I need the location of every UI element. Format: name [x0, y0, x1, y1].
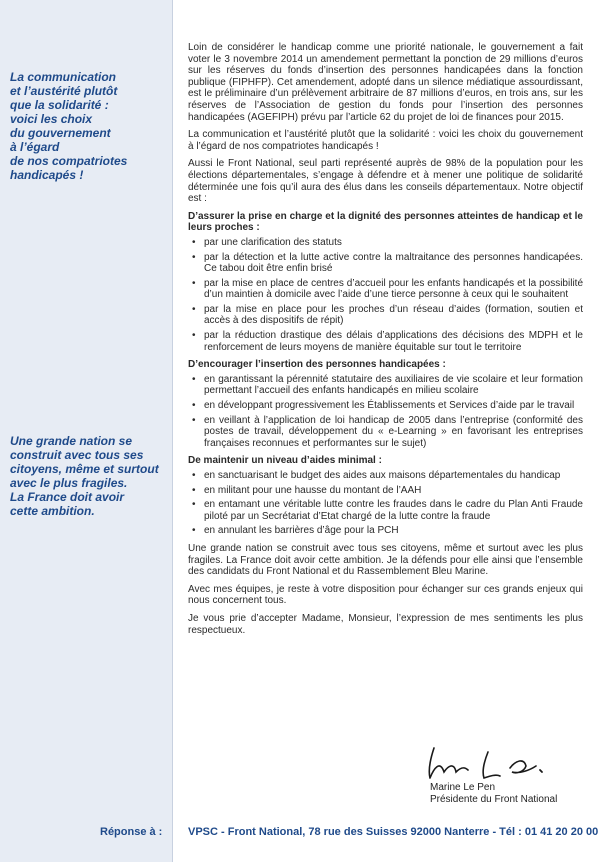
list-item: [188, 525, 583, 537]
list-item: [188, 485, 583, 497]
bullet-icon: •: [192, 400, 196, 412]
pull-quote-line: La France doit avoir: [10, 490, 125, 504]
paragraph-communication: La communication et l’austérité plutôt que la solidarité : voici les choix du gouvernement à l’égard de nos compatriotes handicapés !: [188, 129, 583, 152]
signature-icon: [404, 738, 584, 786]
list-item-text: par une clarification des statuts: [204, 236, 342, 248]
list-item: [188, 252, 583, 275]
signer-block: [430, 782, 557, 806]
list-item-text: par la mise en place de centres d’accueil pour les enfants handicapés et la possibilité d’un maintien à domicile avec l’aide d’une tierce personne à ceux qui le souhaitent: [204, 277, 583, 301]
pull-quote-line: citoyens, même et surtout: [10, 462, 159, 476]
bullet-icon: •: [192, 373, 196, 385]
footer-address: VPSC - Front National, 78 rue des Suisses 92000 Nanterre - Tél : 01 41 20 20 00: [188, 826, 599, 838]
footer-label: Réponse à :: [100, 826, 163, 838]
bullet-icon: •: [192, 499, 196, 511]
list-item-text: en militant pour une hausse du montant de l’AAH: [204, 484, 422, 496]
pull-quote-line: La communication: [10, 70, 117, 84]
pull-quote-line: que la solidarité :: [10, 98, 109, 112]
bullet-icon: •: [192, 484, 196, 496]
pull-quote-line: handicapés !: [10, 168, 84, 182]
paragraph-availability: Avec mes équipes, je reste à votre disposition pour échanger sur ces grands enjeux qui nous concernent tous.: [188, 583, 583, 607]
list-item: [188, 400, 583, 412]
pull-quote-line: construit avec tous ses: [10, 448, 144, 462]
list-item-text: en veillant à l’application de loi handicap de 2005 dans l’entreprise (conformité des postes de travail, développement du « e-Learning » en favorisant les entreprises françaises reconnues et performantes sur le sujet): [204, 414, 583, 449]
section-title-care: D’assurer la prise en charge et la dignité des personnes atteintes de handicap et le leurs proches :: [188, 210, 583, 234]
bullet-icon: •: [192, 303, 196, 315]
bullet-icon: •: [192, 525, 196, 537]
list-item-text: en annulant les barrières d’âge pour la PCH: [204, 525, 399, 537]
letter-body: [188, 42, 583, 642]
pull-quote-line: et l’austérité plutôt: [10, 84, 118, 98]
list-care: [188, 237, 583, 353]
list-item: [188, 330, 583, 353]
bullet-icon: •: [192, 414, 196, 426]
pull-quote-communication: [10, 70, 160, 182]
pull-quote-nation: [10, 434, 160, 518]
list-item: [188, 415, 583, 450]
bullet-icon: •: [192, 251, 196, 263]
signer-title: Présidente du Front National: [430, 794, 558, 805]
bullet-icon: •: [192, 330, 196, 342]
signer-name: Marine Le Pen: [430, 782, 496, 793]
footer: [0, 812, 608, 852]
sidebar: [0, 0, 173, 862]
list-item: [188, 470, 583, 482]
list-aids: [188, 470, 583, 537]
list-item-text: en garantissant la pérennité statutaire des auxiliaires de vie scolaire et leur formation permettant l’accueil des enfants handicapés en milieu scolaire: [204, 373, 583, 397]
list-item-text: en développant progressivement les Établissements et Services d’aide par le travail: [204, 400, 575, 412]
list-item-text: par la mise en place pour les proches d’un réseau d’aides (formation, soutien et accès à des dispositifs de répit): [204, 303, 583, 327]
pull-quote-line: de nos compatriotes: [10, 154, 128, 168]
list-insertion: [188, 374, 583, 450]
list-item: [188, 278, 583, 301]
pull-quote-line: du gouvernement: [10, 126, 111, 140]
paragraph-objective: Aussi le Front National, seul parti représenté auprès de 98% de la population pour les élections départementales, s’engage à défendre et à mener une politique de solidarité déterminée une fois qu’il aura des élus dans les conseils départementaux. Notre objectif est :: [188, 158, 583, 205]
paragraph-nation: Une grande nation se construit avec tous ses citoyens, même et surtout avec les plus fragiles. La France doit avoir cette ambition. Je la défends pour elle ainsi que l’ensemble des candidats du Front National et du Rassemblement Bleu Marine.: [188, 542, 583, 578]
pull-quote-line: avec le plus fragiles.: [10, 476, 128, 490]
pull-quote-line: voici les choix: [10, 112, 93, 126]
section-title-aids: De maintenir un niveau d’aides minimal :: [188, 455, 382, 467]
list-item-text: en entamant une véritable lutte contre les fraudes dans le cadre du Plan Anti Fraude piloté par un Secrétariat d’Etat chargé de la lutte contre la fraude: [204, 499, 583, 522]
list-item-text: par la détection et la lutte active contre la maltraitance des personnes handicapées. Ce tabou doit être enfin brisé: [204, 251, 583, 275]
pull-quote-line: cette ambition.: [10, 504, 95, 518]
pull-quote-line: Une grande nation se: [10, 434, 133, 448]
pull-quote-line: à l’égard: [10, 140, 60, 154]
list-item-text: en sanctuarisant le budget des aides aux maisons départementales du handicap: [204, 470, 561, 481]
list-item: [188, 499, 583, 522]
intro-paragraph: Loin de considérer le handicap comme une priorité nationale, le gouvernement a fait voter le 3 novembre 2014 un amendement permettant la ponction de 29 millions d’euros sur les réserves du fonds d’insertion des personnes handicapées dans la fonction publique (FIPHFP). Cet amendement, adopté dans un silence médiatique assourdissant, est le préliminaire d’un prélèvement arbitraire de 87 millions d’euros, en trois ans, sur les réserves de l’Association de gestion du fonds pour l’insertion des personnes handicapées (AGEFIPH) prévu par l’article 62 du projet de loi de finances pour 2015.: [188, 42, 583, 123]
bullet-icon: •: [192, 236, 196, 248]
list-item: [188, 374, 583, 397]
list-item: [188, 304, 583, 327]
bullet-icon: •: [192, 277, 196, 289]
list-item: [188, 237, 583, 249]
list-item-text: par la réduction drastique des délais d’applications des décisions des MDPH et le renforcement de leurs moyens de manière équitable sur tout le territoire: [204, 330, 583, 353]
paragraph-closing: Je vous prie d’accepter Madame, Monsieur, l’expression de mes sentiments les plus respectueux.: [188, 612, 583, 636]
bullet-icon: •: [192, 470, 196, 481]
section-title-insertion: D’encourager l’insertion des personnes handicapées :: [188, 359, 446, 371]
